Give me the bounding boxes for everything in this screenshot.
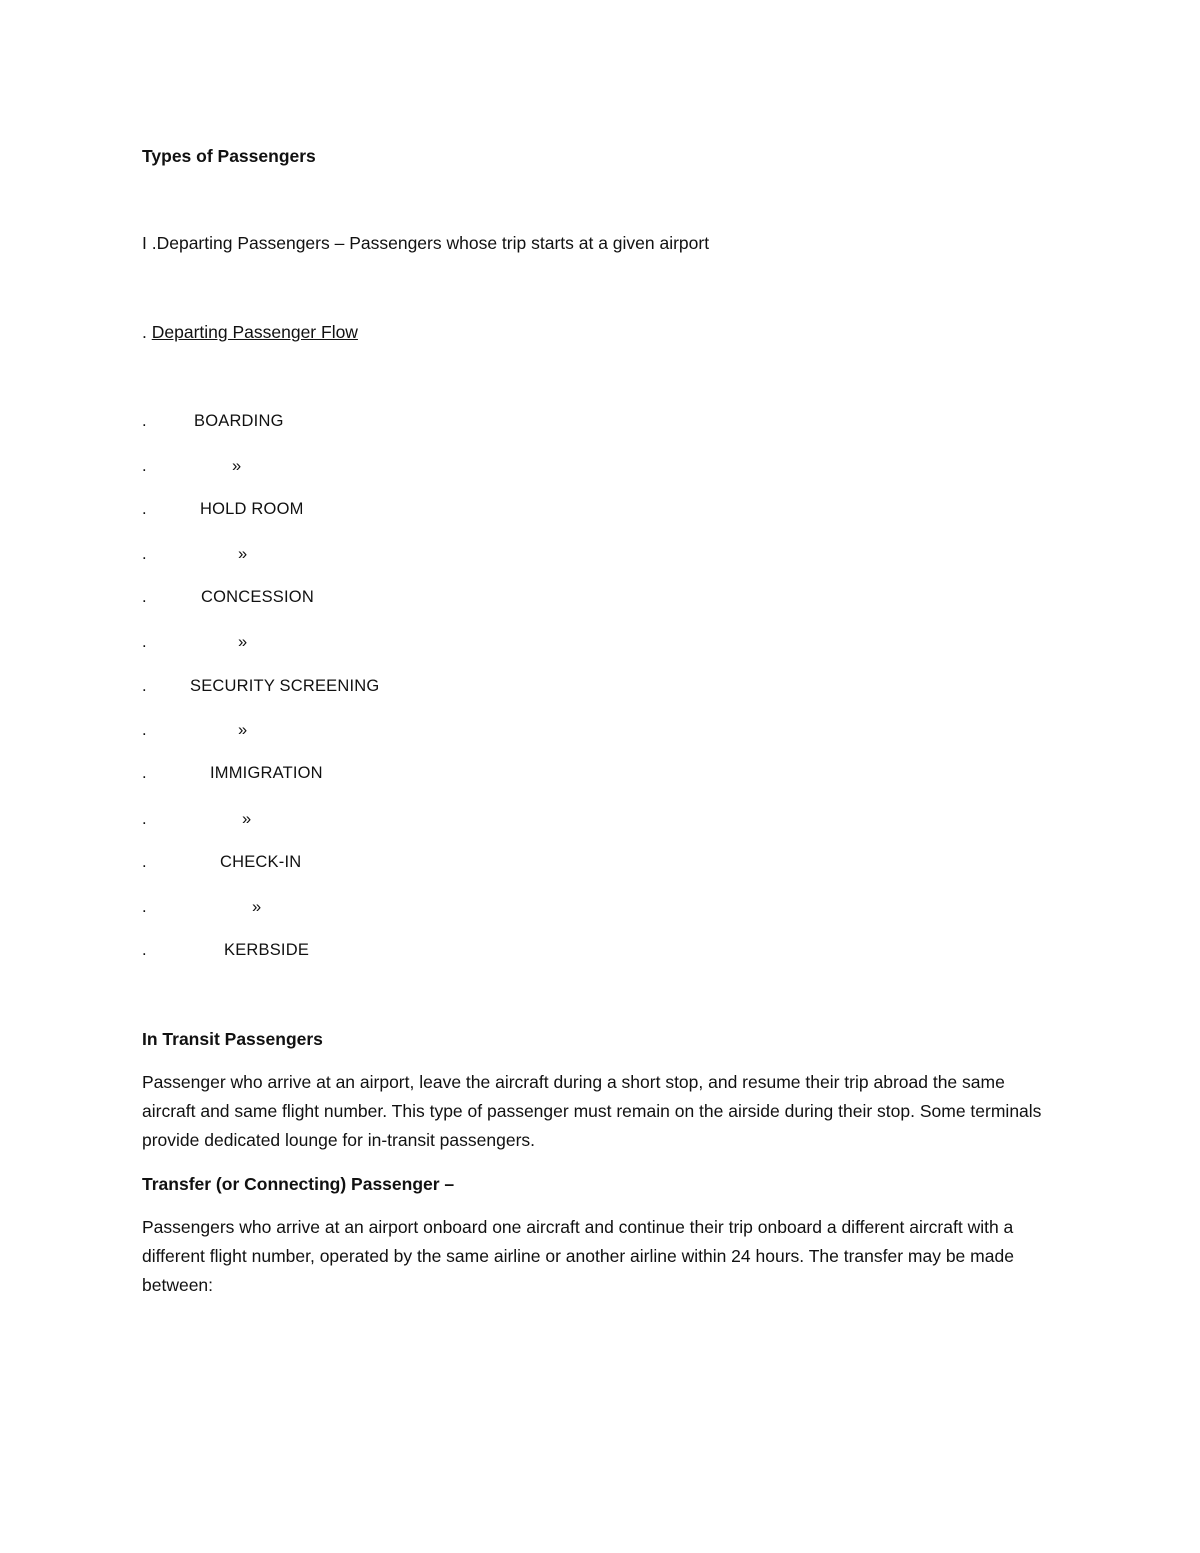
flow-bullet: . xyxy=(142,500,147,518)
flow-step-label: IMMIGRATION xyxy=(210,764,323,782)
in-transit-paragraph: Passenger who arrive at an airport, leave the aircraft during a short stop, and resume their trip abroad the same aircraft and same flight number. This type of passenger must remain on the airside during their stop. Some terminals provide dedicated lounge for in-transit passengers. xyxy=(142,1072,1042,1150)
flow-heading-title: Departing Passenger Flow xyxy=(151,322,358,342)
flow-step-label: CONCESSION xyxy=(201,588,314,606)
flow-step-label: CHECK-IN xyxy=(220,853,302,871)
flow-bullet: . xyxy=(142,941,147,959)
flow-arrow: » xyxy=(238,633,248,651)
flow-bullet: . xyxy=(142,764,147,782)
flow-bullet: . xyxy=(142,721,147,739)
flow-step-label: SECURITY SCREENING xyxy=(190,677,380,695)
flow-heading-prefix: . xyxy=(142,322,152,342)
flow-arrow: » xyxy=(252,898,262,916)
flow-step-label: BOARDING xyxy=(194,412,284,430)
flow-heading xyxy=(142,321,358,343)
flow-bullet: . xyxy=(142,677,147,695)
flow-step-label: KERBSIDE xyxy=(224,941,310,959)
transfer-heading: Transfer (or Connecting) Passenger – xyxy=(142,1174,455,1194)
page-title: Types of Passengers xyxy=(142,146,316,166)
flow-bullet: . xyxy=(142,633,147,651)
flow-arrow: » xyxy=(232,457,242,475)
departing-definition: I .Departing Passengers – Passengers whose trip starts at a given airport xyxy=(142,233,710,253)
flow-bullet: . xyxy=(142,457,147,475)
flow-bullet: . xyxy=(142,412,147,430)
flow-bullet: . xyxy=(142,810,147,828)
flow-step-label: HOLD ROOM xyxy=(200,500,304,518)
in-transit-heading: In Transit Passengers xyxy=(142,1029,323,1049)
flow-arrow: » xyxy=(242,810,252,828)
flow-arrow: » xyxy=(238,545,248,563)
flow-bullet: . xyxy=(142,898,147,916)
flow-bullet: . xyxy=(142,545,147,563)
transfer-paragraph: Passengers who arrive at an airport onboard one aircraft and continue their trip onboard a different aircraft with a different flight number, operated by the same airline or another airline within 24 hours. The transfer may be made between: xyxy=(142,1217,1014,1295)
flow-bullet: . xyxy=(142,853,147,871)
flow-arrow: » xyxy=(238,721,248,739)
flow-bullet: . xyxy=(142,588,147,606)
